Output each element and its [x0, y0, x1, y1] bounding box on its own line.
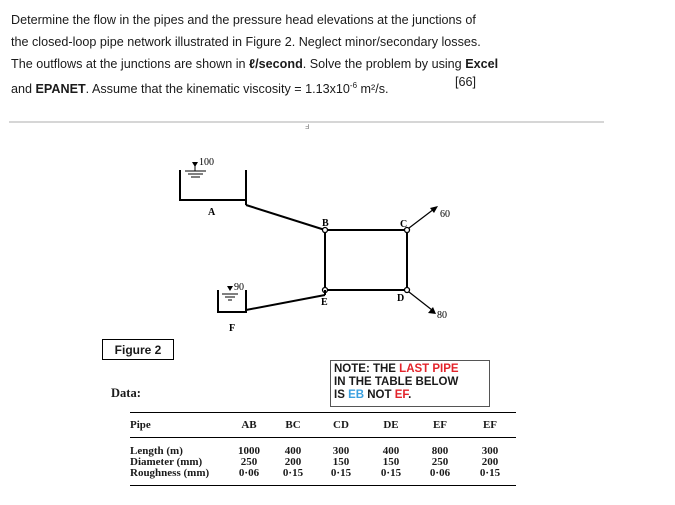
- note-last-pipe: LAST PIPE: [399, 363, 459, 375]
- table-header-cell: CD: [333, 419, 349, 431]
- problem-line-4-and: and: [11, 82, 36, 97]
- table-header-cell: AB: [241, 419, 257, 431]
- outflow-d-value: 80: [437, 310, 447, 321]
- note-line-2: IN THE TABLE BELOW: [334, 376, 459, 388]
- diameter-value: 150: [382, 456, 400, 468]
- table-cell-ef: [416, 438, 464, 486]
- note-line-3-end: .: [408, 389, 412, 401]
- length-value: 1000: [238, 445, 260, 457]
- upper-reservoir-level: 100: [199, 157, 214, 168]
- divider-tick: ⅎ: [305, 121, 310, 131]
- data-label: Data:: [111, 386, 141, 400]
- length-value: 400: [382, 445, 400, 457]
- table-header-cell: EF: [482, 419, 498, 431]
- roughness-value: 0·15: [479, 467, 501, 479]
- lower-reservoir-level: 90: [234, 282, 244, 293]
- outflow-c-arrow: [409, 209, 434, 228]
- table-cell-ef-last: [464, 438, 516, 486]
- problem-line-3-mid: . Solve the problem by using: [302, 57, 466, 71]
- problem-line-4-text: . Assume that the kinematic viscosity = 1.13x10: [85, 82, 350, 97]
- note-line-1: [334, 363, 486, 376]
- diameter-value: 200: [284, 456, 302, 468]
- table-header-cell: BC: [285, 419, 301, 431]
- diameter-value: 150: [332, 456, 350, 468]
- outflow-c-value: 60: [440, 209, 450, 220]
- node-a-label: A: [208, 207, 216, 218]
- table-cell-bc: [270, 438, 316, 486]
- diameter-value: 250: [240, 456, 258, 468]
- node-c-label: C: [400, 219, 408, 230]
- note-box: [330, 360, 490, 407]
- node-d-label: D: [397, 293, 405, 304]
- node-b-label: B: [322, 218, 329, 229]
- water-level-icon: [227, 286, 233, 291]
- pipe-data-table: [130, 412, 516, 486]
- problem-line-3-text: The outflows at the junctions are shown in: [11, 57, 250, 71]
- roughness-value: 0·06: [238, 467, 260, 479]
- note-ef: EF: [394, 389, 409, 401]
- table-cell-cd: [316, 438, 366, 486]
- table-row-labels: [130, 438, 228, 486]
- node-f-label: F: [229, 323, 236, 334]
- roughness-value: 0·06: [429, 467, 451, 479]
- excel-label: Excel: [465, 57, 499, 71]
- node-d: [405, 288, 410, 293]
- diameter-value: 200: [481, 456, 499, 468]
- table-header-cell: DE: [383, 419, 399, 431]
- table-header-pipe: Pipe: [130, 419, 151, 431]
- note-eb: EB: [348, 389, 365, 401]
- marks-label: [66]: [455, 75, 477, 89]
- note-line-3: [334, 389, 486, 402]
- arrow-head-icon: [430, 206, 438, 213]
- table-header-row: [130, 413, 516, 438]
- pipe-ab: [246, 205, 325, 230]
- node-e-label: E: [321, 297, 328, 308]
- roughness-value: 0·15: [282, 467, 304, 479]
- length-value: 300: [332, 445, 350, 457]
- note-line-1-text: NOTE: THE: [334, 363, 400, 375]
- roughness-value: 0·15: [330, 467, 352, 479]
- epanet-label: EPANET: [35, 82, 86, 97]
- table-header-cell: EF: [432, 419, 448, 431]
- length-value: 400: [284, 445, 302, 457]
- table-cell-de: [366, 438, 416, 486]
- table-row: [130, 438, 516, 486]
- diameter-value: 250: [431, 456, 449, 468]
- roughness-value: 0·15: [380, 467, 402, 479]
- row-label-length: Length (m): [130, 445, 183, 457]
- viscosity-unit: m²/s.: [357, 82, 389, 97]
- table-cell-ab: [228, 438, 270, 486]
- note-line-3-text: IS: [334, 389, 349, 401]
- length-value: 800: [431, 445, 449, 457]
- figure-caption: Figure 2: [102, 339, 174, 360]
- problem-line-2: the closed-loop pipe network illustrated in Figure 2. Neglect minor/secondary losses.: [11, 35, 481, 49]
- problem-line-1: Determine the flow in the pipes and the pressure head elevations at the junctions of: [11, 13, 476, 27]
- pipe-ef: [246, 295, 325, 310]
- flow-unit: ℓ/second: [249, 57, 303, 71]
- length-value: 300: [481, 445, 499, 457]
- outflow-d-arrow: [409, 292, 432, 310]
- row-label-diameter: Diameter (mm): [130, 456, 203, 468]
- row-label-roughness: Roughness (mm): [130, 467, 210, 479]
- viscosity-exponent: -6: [349, 81, 358, 90]
- note-line-3-mid: NOT: [364, 389, 395, 401]
